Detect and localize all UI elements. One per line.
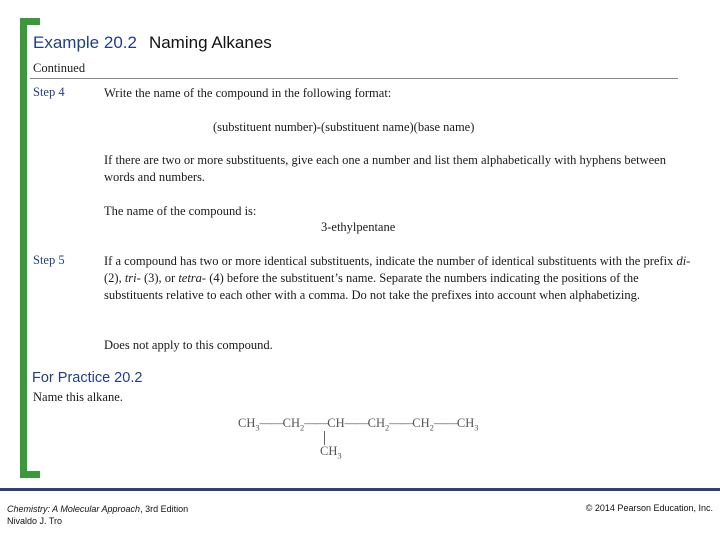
example-label: Example 20.2 bbox=[33, 33, 137, 52]
chain-group: $CH_2$ bbox=[412, 416, 434, 433]
bond-line: —— bbox=[433, 416, 457, 430]
step-5-text-part: (4) before the substituent’s name. Separate the numbers indicating the positions of the substituents relative to each other with a comma. Do not take the prefixes into account when alphabetizing. bbox=[104, 271, 640, 302]
green-bracket-bottom bbox=[20, 471, 40, 478]
branch-bond-line bbox=[324, 431, 325, 445]
step-4-rule: If there are two or more substituents, give each one a number and list them alphabetically with hyphens between words and numbers. bbox=[104, 153, 666, 184]
continued-label: Continued bbox=[33, 61, 86, 75]
step-5-text bbox=[104, 253, 694, 304]
step-4-instruction: Write the name of the compound in the following format: bbox=[104, 86, 392, 100]
chain-group: $CH_3$ bbox=[238, 416, 260, 433]
book-title: Chemistry: A Molecular Approach bbox=[7, 504, 141, 514]
prefix-tetra: tetra- bbox=[178, 271, 207, 285]
step-5-text-part: (2), bbox=[104, 271, 125, 285]
structural-formula bbox=[238, 416, 479, 433]
book-edition: , 3rd Edition bbox=[140, 504, 189, 514]
book-author: Nivaldo J. Tro bbox=[7, 516, 63, 526]
bond-line: —— bbox=[304, 416, 328, 430]
step-4-label: Step 4 bbox=[33, 85, 65, 99]
practice-title: For Practice 20.2 bbox=[32, 370, 143, 386]
footer-citation bbox=[7, 503, 188, 527]
chain-group: $CH_2$ bbox=[367, 416, 390, 433]
bond-line: —— bbox=[344, 416, 368, 430]
example-title bbox=[33, 33, 272, 53]
chain-group: CH bbox=[327, 416, 345, 430]
step-5-text-part: If a compound has two or more identical substituents, indicate the number of identical substituents with the prefix bbox=[104, 254, 677, 268]
header-divider bbox=[30, 78, 678, 79]
bond-line: —— bbox=[389, 416, 413, 430]
step-5-note: Does not apply to this compound. bbox=[104, 338, 273, 352]
branch-group: $CH_3$ bbox=[320, 444, 342, 461]
prefix-tri: tri- bbox=[124, 271, 141, 285]
compound-name-prompt: The name of the compound is: bbox=[104, 204, 257, 218]
copyright-notice: © 2014 Pearson Education, Inc. bbox=[585, 503, 713, 513]
compound-name: 3-ethylpentane bbox=[321, 220, 396, 234]
prefix-di: di- bbox=[676, 254, 691, 268]
green-bracket-top bbox=[20, 18, 40, 25]
bond-line: —— bbox=[259, 416, 283, 430]
chain-group: $CH_2$ bbox=[282, 416, 305, 433]
footer-bar bbox=[0, 488, 720, 491]
step-5-label: Step 5 bbox=[33, 253, 65, 267]
step-5-text-part: (3), or bbox=[140, 271, 179, 285]
practice-instruction: Name this alkane. bbox=[33, 390, 123, 404]
example-name: Naming Alkanes bbox=[148, 33, 272, 52]
chain-group: $CH_3$ bbox=[456, 416, 479, 433]
step-4-format: (substituent number)-(substituent name)(base name) bbox=[213, 120, 475, 134]
green-bracket-left bbox=[20, 18, 27, 478]
